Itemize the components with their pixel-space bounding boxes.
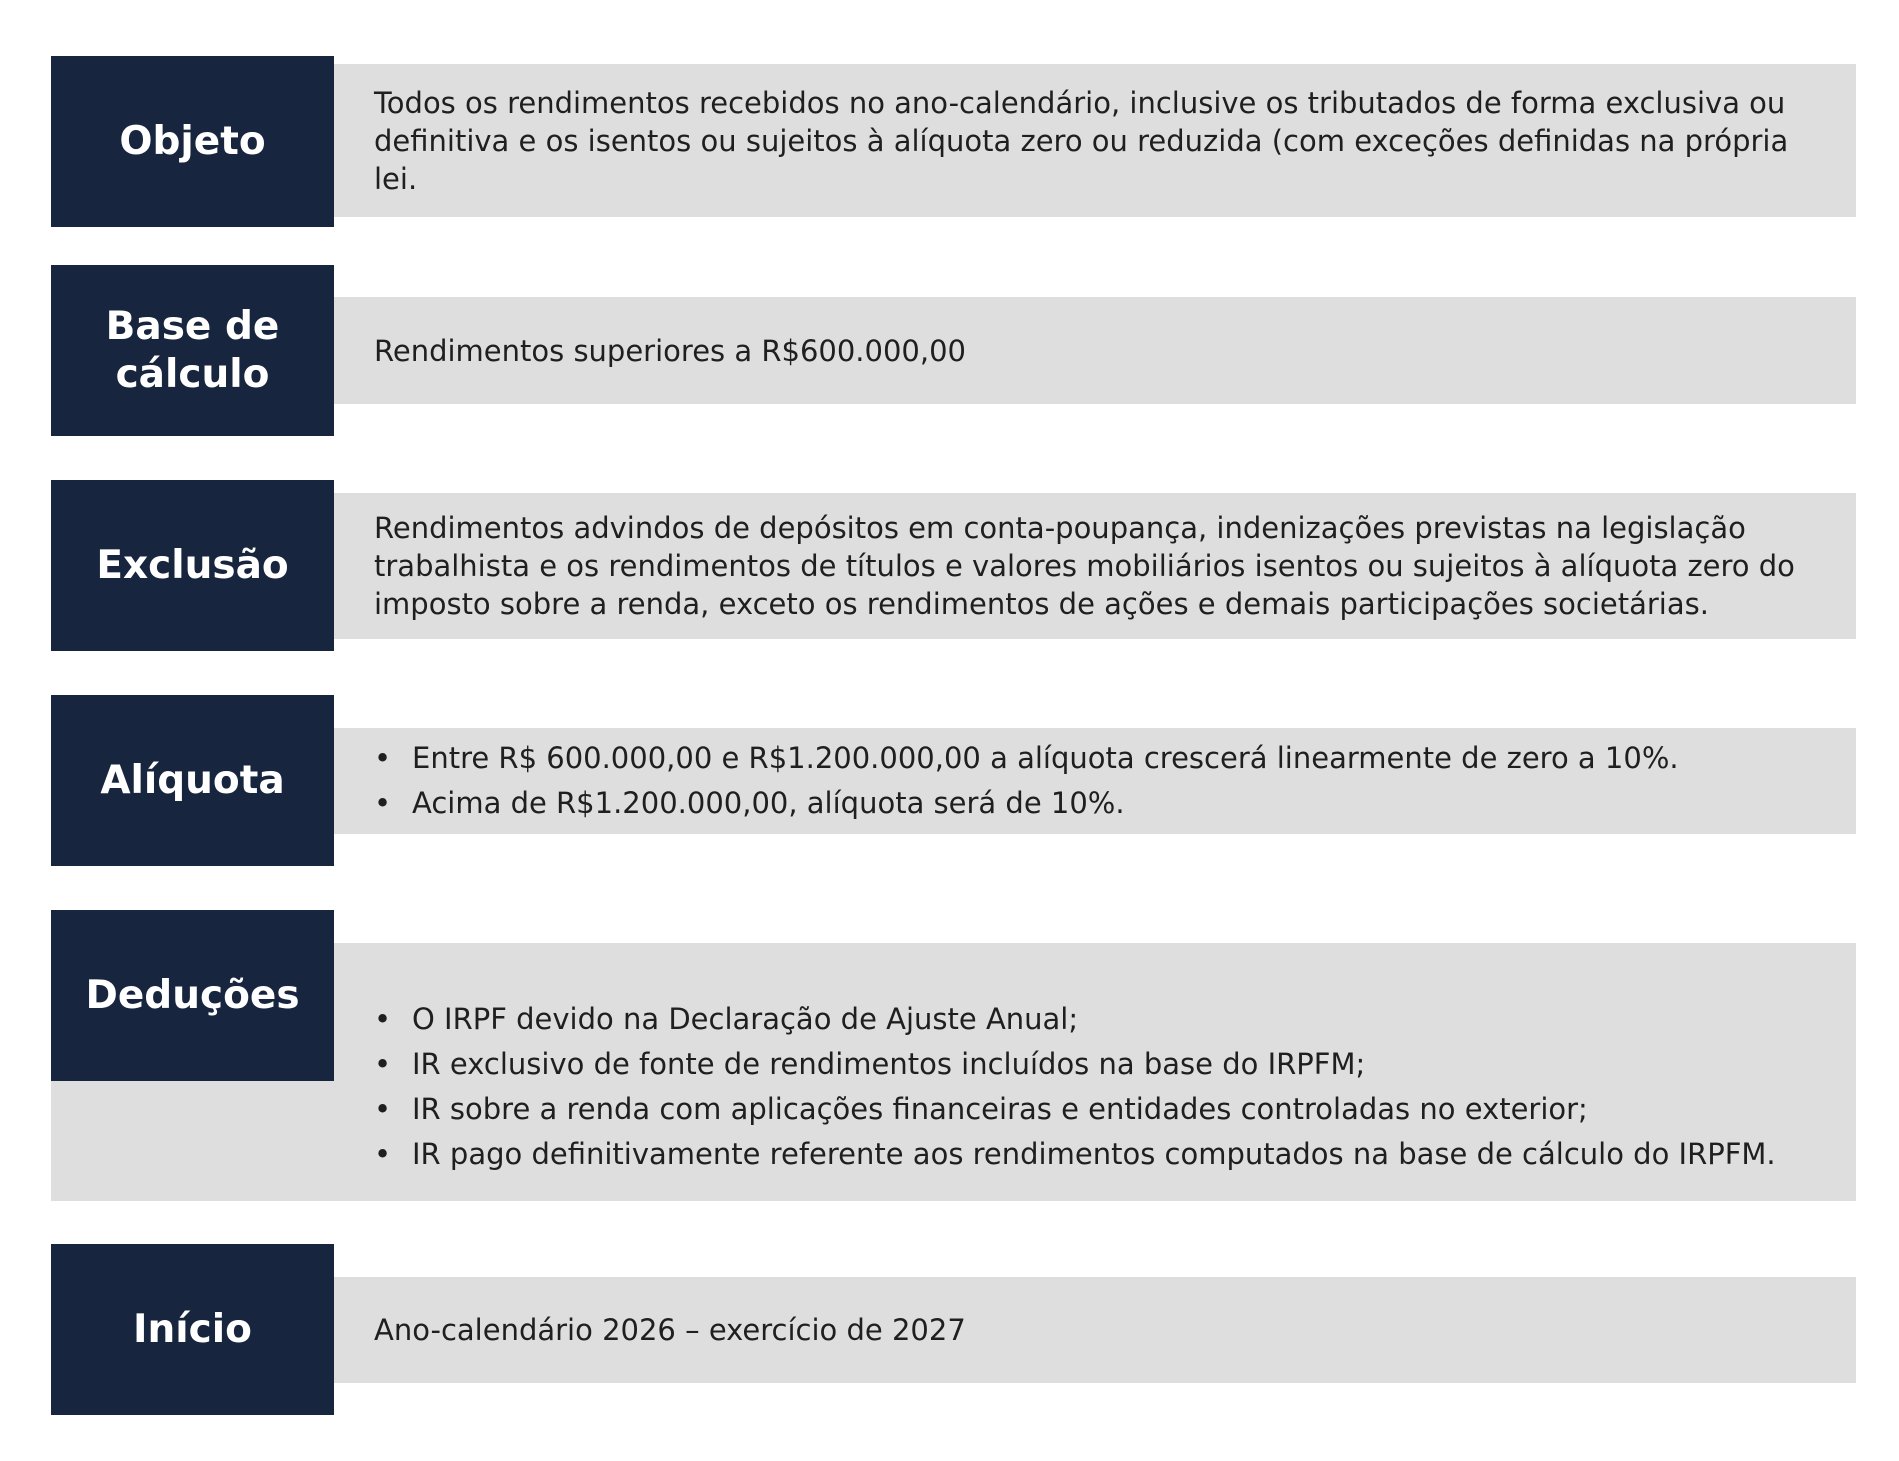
content-exclusao-text: Rendimentos advindos de depósitos em conta-poupança, indenizações previstas na legislação trabalhista e os rendimentos de títulos e valores mobiliários isentos ou sujeitos à alíquota zero do imposto sobre a renda, exceto os rendimentos de ações e demais participações societárias. [374,511,1795,621]
aliquota-bullet-item: • Acima de R$1.200.000,00, alíquota será de 10%. [374,781,1832,826]
deducoes-bullet-item: • O IRPF devido na Declaração de Ajuste Anual; [374,997,1832,1042]
label-deducoes: Deduções [51,910,334,1081]
aliquota-bullet-list [374,736,1832,826]
label-base-de-calculo: Base de cálculo [51,265,334,436]
content-exclusao [334,493,1856,639]
deducoes-bullet-item: • IR exclusivo de fonte de rendimentos incluídos na base do IRPFM; [374,1042,1832,1087]
content-inicio [334,1277,1856,1383]
deducoes-bullet-list [374,997,1832,1177]
label-objeto: Objeto [51,56,334,227]
content-base-de-calculo-text: Rendimentos superiores a R$600.000,00 [374,333,966,368]
content-inicio-text: Ano-calendário 2026 – exercício de 2027 [374,1313,966,1347]
deducoes-bullet-item: • IR sobre a renda com aplicações financeiras e entidades controladas no exterior; [374,1087,1832,1132]
label-exclusao: Exclusão [51,480,334,651]
label-inicio: Início [51,1244,334,1415]
aliquota-bullet-item: • Entre R$ 600.000,00 e R$1.200.000,00 a alíquota crescerá linearmente de zero a 10%. [374,736,1832,781]
deducoes-bullet-item: • IR pago definitivamente referente aos rendimentos computados na base de cálculo do IRPFM. [374,1132,1832,1177]
label-aliquota: Alíquota [51,695,334,866]
content-base-de-calculo [334,297,1856,404]
content-deducoes [334,943,1856,1201]
content-objeto-text: Todos os rendimentos recebidos no ano-calendário, inclusive os tributados de forma exclusiva ou definitiva e os isentos ou sujeitos à alíquota zero ou reduzida (com exceções definidas na própria lei. [374,85,1789,196]
content-objeto [334,64,1856,217]
content-aliquota [334,728,1856,834]
